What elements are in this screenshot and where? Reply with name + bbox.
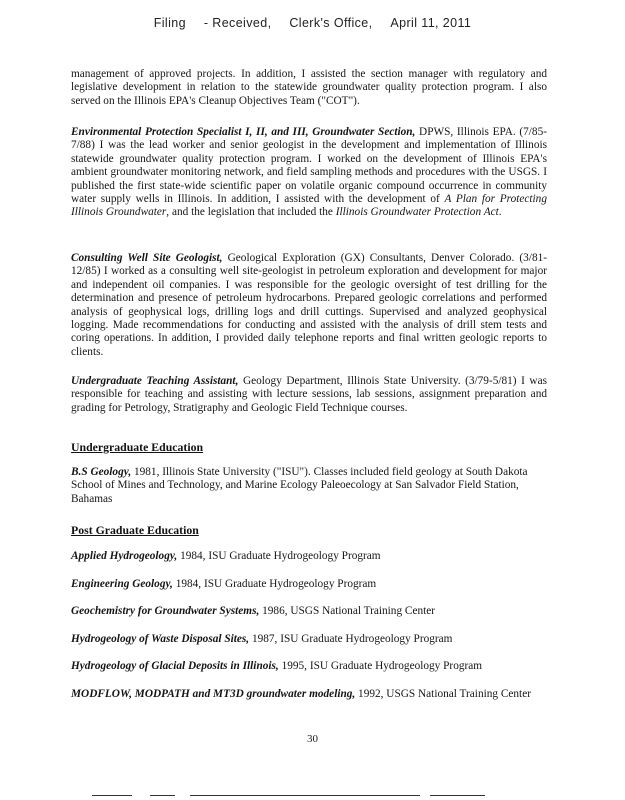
undergrad-heading: Undergraduate Education [71, 440, 204, 454]
postgrad-item [71, 550, 547, 563]
postgrad-title: Engineering Geology, [71, 578, 173, 590]
page-number: 30 [307, 733, 318, 745]
footer-rule [190, 795, 420, 796]
postgrad-heading: Post Graduate Education [71, 523, 199, 537]
experience-text: . [498, 206, 502, 219]
header-office: Clerk's Office, [289, 16, 373, 30]
experience-emphasis: Illinois Groundwater Protection Act [335, 206, 499, 219]
filing-header [0, 16, 625, 30]
experience-title: Consulting Well Site Geologist, [71, 252, 223, 264]
experience-entry [71, 375, 547, 415]
postgrad-text: 1995, ISU Graduate Hydrogeology Program [278, 660, 483, 672]
header-filing: Filing [153, 16, 186, 30]
postgrad-item [71, 578, 547, 591]
experience-text: , and the legislation that included the [166, 206, 336, 219]
experience-emphasis: A Plan for Protecting Illinois Groundwater [71, 193, 547, 219]
header-date: April 11, 2011 [390, 16, 472, 30]
footer-rule [430, 795, 485, 796]
header-received: - Received, [203, 16, 272, 30]
undergrad-title: B.S Geology, [71, 466, 132, 478]
experience-text: DPWS, Illinois EPA. (7/85-7/88) I was the lead worker and senior geologist in the development and implementation of Illinois statewide groundwater quality protection program. I worked on the development of Illinois EPA's ambient groundwater monitoring network, and field sampling methods and procedures with the USGS. I published the first state-wide scientific paper on volatile organic compound occurrence in community water supply wells in Illinois. In addition, I assisted with the development of [71, 126, 547, 206]
experience-entry [71, 252, 547, 359]
postgrad-title: Hydrogeology of Glacial Deposits in Illinois, [71, 660, 279, 672]
footer-rule [150, 795, 175, 796]
experience-text: Geology Department, Illinois State University. (3/79-5/81) I was responsible for teaching and assisting with lecture sessions, lab sessions, assignment preparation and grading for Petrology, Stratigraphy and Geologic Field Technique courses. [71, 375, 547, 414]
postgrad-text: 1984, ISU Graduate Hydrogeology Program [172, 578, 377, 590]
postgrad-item [71, 660, 547, 673]
postgrad-item [71, 688, 541, 701]
postgrad-text: 1992, USGS National Training Center [355, 688, 531, 700]
postgrad-item [71, 633, 547, 646]
undergrad-entry [71, 466, 541, 506]
intro-text: management of approved projects. In addition, I assisted the section manager with regulatory and legislative development in relation to the statewide groundwater quality protection program. I also served on the Illinois EPA's Cleanup Objectives Team ("COT"). [71, 68, 547, 107]
footer-rule [92, 795, 132, 796]
postgrad-item [71, 605, 547, 618]
postgrad-title: MODFLOW, MODPATH and MT3D groundwater modeling, [71, 688, 356, 700]
experience-entry [71, 126, 547, 220]
undergrad-text: 1981, Illinois State University ("ISU"). Classes included field geology at South Dakota School of Mines and Technology, and Marine Ecology Paleoecology at San Salvador Field Station, Bahamas [71, 466, 528, 505]
experience-text: Geological Exploration (GX) Consultants, Denver Colorado. (3/81-12/85) I worked as a consulting well site-geologist in petroleum exploration and development for major and independent oil companies. I was responsible for the geologic oversight of test drilling for the determination and presence of petroleum hydrocarbons. Prepared geologic correlations and performed analysis of geophysical logs, drilling logs and drill cuttings. Supervised and analyzed geophysical logging. Made recommendations for conducting and assisted with the analysis of drill stem tests and coring operations. In addition, I provided daily telephone reports and final written geologic reports to clients. [71, 252, 548, 358]
postgrad-text: 1984, ISU Graduate Hydrogeology Program [177, 550, 381, 562]
postgrad-title: Applied Hydrogeology, [71, 550, 178, 562]
postgrad-text: 1986, USGS National Training Center [259, 605, 436, 617]
postgrad-title: Geochemistry for Groundwater Systems, [71, 605, 260, 617]
experience-title: Undergraduate Teaching Assistant, [71, 375, 239, 387]
postgrad-title: Hydrogeology of Waste Disposal Sites, [71, 633, 250, 645]
intro-paragraph [71, 68, 547, 108]
postgrad-text: 1987, ISU Graduate Hydrogeology Program [249, 633, 453, 645]
experience-title: Environmental Protection Specialist I, II, and III, Groundwater Section, [71, 126, 416, 138]
